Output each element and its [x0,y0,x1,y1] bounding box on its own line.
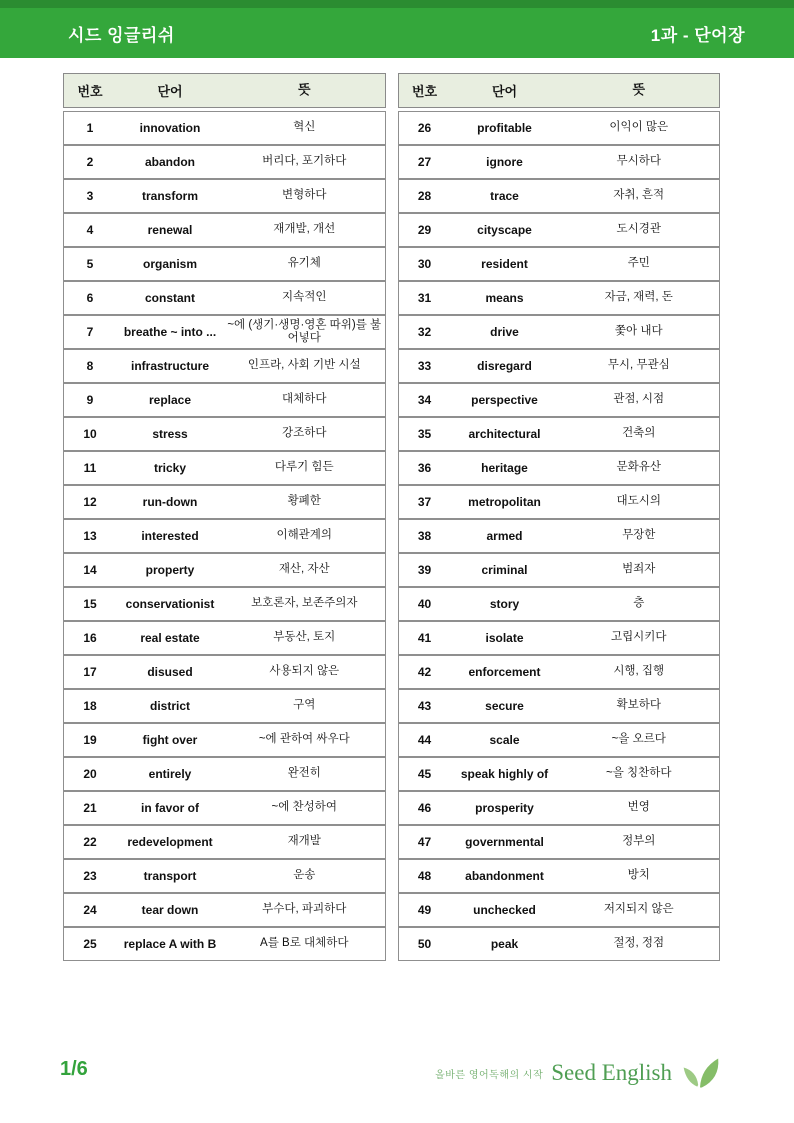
cell-word: renewal [147,223,193,237]
cell-meaning: ~에 관하여 싸우다 [258,733,350,746]
cell-meaning: 번영 [627,801,650,814]
lesson-title: 1과 - 단어장 [650,25,745,45]
cell-meaning: 대체하다 [282,393,327,406]
cell-word: tear down [141,903,199,917]
cell-word: ignore [486,155,523,169]
cell-number: 30 [417,257,432,271]
cell-word: resident [481,257,528,271]
cell-word: replace A with B [123,937,217,951]
table-row [398,383,721,417]
cell-meaning: 구역 [293,699,316,712]
cell-meaning: 정부의 [622,835,656,848]
footer-slogan: 올바른 영어독해의 시작 [435,1069,544,1081]
cell-word: property [145,563,195,577]
cell-number: 13 [83,529,97,543]
cell-word: redevelopment [127,835,213,849]
cell-word: profitable [477,121,532,135]
table-header-row [398,73,721,108]
cell-word: interested [141,529,199,543]
cell-word: abandon [145,155,195,169]
cell-number: 16 [83,631,97,645]
cell-meaning: 다루기 힘든 [274,461,334,474]
cell-number: 37 [417,495,432,509]
table-header-row [63,73,386,108]
cell-number: 5 [86,257,94,271]
cell-number: 8 [86,359,94,373]
cell-number: 35 [417,427,432,441]
table-row [398,655,721,689]
table-row [398,757,721,791]
cell-word: trace [490,189,519,203]
cell-number: 21 [83,801,97,815]
cell-number: 14 [83,563,97,577]
cell-meaning: 자취, 흔적 [613,189,665,202]
cell-number: 45 [417,767,432,781]
cell-word: conservationist [125,597,215,611]
cell-number: 34 [417,393,432,407]
table-row [63,247,386,281]
table-row [63,451,386,485]
column-header-word: 단어 [491,84,518,99]
cell-number: 32 [417,325,432,339]
cell-number: 7 [86,325,94,339]
cell-meaning: 범죄자 [622,563,656,576]
cell-number: 19 [83,733,97,747]
cell-number: 17 [83,665,97,679]
cell-word: criminal [481,563,528,577]
table-row [63,893,386,927]
footer-brand-text: Seed English [551,1060,672,1085]
cell-meaning: 건축의 [622,427,656,440]
vocab-table [63,73,720,961]
cell-meaning: 이익이 많은 [609,121,669,134]
table-row [63,859,386,893]
cell-number: 50 [417,937,432,951]
cell-word: innovation [139,121,201,135]
cell-number: 2 [86,155,94,169]
cell-number: 43 [417,699,432,713]
vocab-table-right [398,73,721,961]
cell-meaning: 무장한 [622,529,656,542]
rows-right [398,111,721,961]
cell-word: cityscape [477,223,532,237]
cell-word: drive [490,325,519,339]
cell-number: 41 [417,631,432,645]
cell-word: enforcement [468,665,541,679]
table-row [63,519,386,553]
table-row [63,587,386,621]
cell-number: 47 [417,835,432,849]
cell-number: 26 [417,121,432,135]
cell-number: 3 [86,189,94,203]
cell-meaning: 자금, 재력, 돈 [604,291,673,304]
table-row [398,587,721,621]
table-row [63,655,386,689]
cell-word: run-down [142,495,198,509]
table-row [63,281,386,315]
cell-number: 31 [417,291,432,305]
cell-meaning: 재개발, 개선 [273,223,336,236]
cell-number: 29 [417,223,432,237]
cell-meaning: 무시, 무관심 [607,359,670,372]
cell-word: peak [490,937,519,951]
cell-meaning: 강조하다 [282,427,327,440]
cell-word: architectural [468,427,541,441]
cell-number: 36 [417,461,432,475]
table-row [398,689,721,723]
cell-meaning: 버리다, 포기하다 [262,155,347,168]
cell-number: 39 [417,563,432,577]
table-row [398,315,721,349]
cell-meaning: 무시하다 [616,155,661,168]
cell-number: 44 [417,733,432,747]
column-header-meaning: 뜻 [632,82,646,98]
cell-number: 27 [417,155,432,169]
leaf-icon [680,1056,720,1090]
rows-left [63,111,386,961]
table-row [63,825,386,859]
cell-word: transport [143,869,197,883]
cell-meaning: 황폐한 [287,495,321,508]
cell-meaning: 이해관계의 [276,529,333,542]
cell-word: disused [147,665,193,679]
cell-word: tricky [153,461,187,475]
cell-number: 10 [83,427,97,441]
table-row [63,485,386,519]
table-row [63,723,386,757]
cell-meaning: 지속적인 [282,291,327,304]
cell-word: speak highly of [460,767,549,781]
cell-meaning: 사용되지 않은 [269,665,340,678]
cell-meaning: 고립시키다 [610,631,667,644]
banner-main [0,8,794,58]
table-row [63,145,386,179]
cell-word: organism [142,257,197,271]
cell-number: 9 [86,393,94,407]
cell-word: perspective [471,393,538,407]
cell-word: secure [485,699,524,713]
cell-word: in favor of [140,801,199,815]
cell-meaning: 운송 [293,869,316,882]
table-row [63,927,386,961]
top-banner [0,0,794,58]
cell-number: 42 [417,665,432,679]
table-row [398,417,721,451]
cell-word: metropolitan [468,495,541,509]
table-row [398,893,721,927]
table-row [398,859,721,893]
footer-logo [435,1056,720,1090]
cell-number: 23 [83,869,97,883]
table-row [63,757,386,791]
cell-number: 12 [83,495,97,509]
cell-word: infrastructure [130,359,210,373]
table-row [63,383,386,417]
table-row [63,417,386,451]
cell-number: 20 [83,767,97,781]
table-row [63,791,386,825]
cell-word: scale [489,733,520,747]
cell-number: 28 [417,189,432,203]
cell-meaning: 층 [633,597,645,610]
banner-top-edge [0,0,794,8]
column-header-meaning: 뜻 [297,82,311,98]
cell-number: 22 [83,835,97,849]
table-row [398,247,721,281]
cell-number: 6 [86,291,94,305]
page-number: 1/6 [60,1058,88,1080]
cell-meaning: 재개발 [287,835,321,848]
cell-number: 25 [83,937,97,951]
cell-meaning: ~을 칭찬하다 [606,767,672,780]
cell-word: replace [148,393,192,407]
cell-meaning: 절정, 정점 [613,937,665,950]
cell-number: 18 [83,699,97,713]
cell-meaning: 대도시의 [616,495,661,508]
table-row [398,349,721,383]
table-row [398,145,721,179]
cell-word: isolate [485,631,524,645]
vocab-table-left [63,73,386,961]
cell-number: 33 [417,359,432,373]
table-row [398,723,721,757]
table-row [398,825,721,859]
cell-word: heritage [481,461,528,475]
table-row [398,621,721,655]
cell-word: disregard [477,359,532,373]
cell-number: 4 [86,223,94,237]
cell-word: constant [144,291,195,305]
cell-word: unchecked [473,903,536,917]
cell-meaning: 쫓아 내다 [614,325,663,338]
cell-meaning: 재산, 자산 [278,563,330,576]
cell-number: 38 [417,529,432,543]
cell-meaning: 인프라, 사회 기반 시설 [247,359,361,372]
cell-word: district [149,699,190,713]
table-row [63,553,386,587]
table-row [398,485,721,519]
cell-number: 1 [86,121,94,135]
cell-word: governmental [465,835,544,849]
cell-word: fight over [142,733,198,747]
table-row [398,111,721,145]
cell-meaning: 관점, 시점 [613,393,665,406]
cell-word: real estate [140,631,200,645]
cell-meaning: 도시경관 [616,223,661,236]
cell-meaning: 시행, 집행 [613,665,665,678]
cell-meaning: 유기체 [287,257,321,270]
cell-number: 49 [417,903,432,917]
cell-word: breathe ~ into ... [123,325,217,339]
table-row [398,281,721,315]
cell-word: means [485,291,524,305]
cell-meaning: 방치 [627,869,650,882]
table-row [63,621,386,655]
cell-meaning: 문화유산 [616,461,661,474]
table-row [398,791,721,825]
table-row [63,213,386,247]
cell-word: entirely [148,767,192,781]
cell-number: 15 [83,597,97,611]
cell-word: abandonment [465,869,544,883]
cell-word: transform [141,189,198,203]
cell-number: 24 [83,903,97,917]
cell-word: armed [486,529,523,543]
cell-meaning: 혁신 [293,121,316,134]
cell-meaning: 변형하다 [282,189,327,202]
cell-meaning: ~에 찬성하여 [271,801,337,814]
table-row [63,689,386,723]
table-row [63,349,386,383]
table-row [63,315,386,349]
cell-number: 40 [417,597,432,611]
cell-meaning: 부수다, 파괴하다 [262,903,347,916]
cell-meaning: 부동산, 토지 [273,631,336,644]
table-row [63,111,386,145]
brand-title: 시드 잉글리쉬 [68,25,175,45]
cell-meaning: 완전히 [287,767,321,780]
cell-word: prosperity [475,801,534,815]
cell-meaning: 보호론자, 보존주의자 [251,597,358,610]
column-header-number: 번호 [77,84,103,99]
table-row [398,519,721,553]
table-row [398,553,721,587]
cell-number: 11 [83,461,97,475]
column-header-number: 번호 [411,84,438,99]
cell-word: stress [152,427,188,441]
table-row [398,213,721,247]
column-header-word: 단어 [157,84,183,99]
table-row [398,179,721,213]
cell-number: 46 [417,801,432,815]
cell-meaning: 확보하다 [616,699,661,712]
table-row [398,451,721,485]
cell-number: 48 [417,869,432,883]
cell-meaning: A를 B로 대체하다 [260,937,349,950]
cell-meaning: ~을 오르다 [611,733,666,746]
table-row [63,179,386,213]
cell-meaning: 저지되지 않은 [603,903,674,916]
cell-meaning: 주민 [627,257,650,270]
table-row [398,927,721,961]
cell-meaning: ~에 (생기·생명·영혼 따위)를 불어넣다 [227,318,382,344]
cell-word: story [489,597,520,611]
